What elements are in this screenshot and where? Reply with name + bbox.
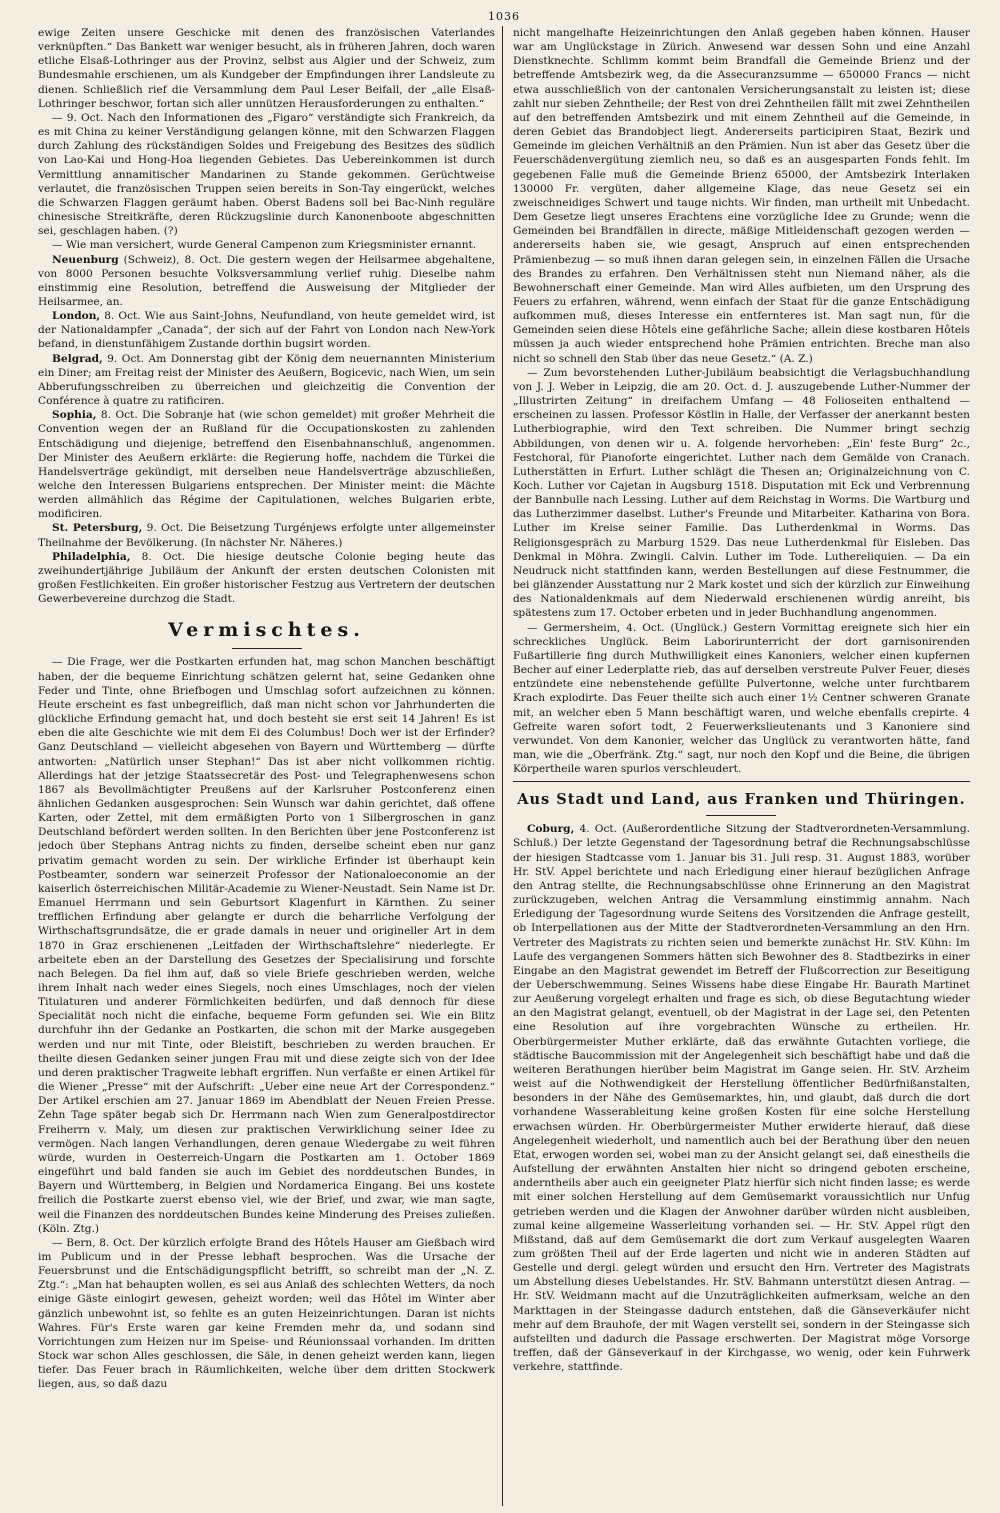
dateline: London,	[52, 310, 101, 323]
page-number: 1036	[488, 10, 520, 23]
paragraph-text: 8. Oct. Die Sobranje hat (wie schon gemeldet) mit großer Mehrheit die Convention wegen der an Rußland für die Occupationskosten zu zahlenden Entschädigung und diejenige, betreffend den Eisenbahnanschluß, angenommen. Der Minister des Aeußern erklärte: die Regierung hoffe, nachdem die Türkei die Handelsverträge gekündigt, mit derselben neue Handelsverträge abzuschließen, welche den Interessen Bulgariens entsprechen. Der Minister meint: die Mächte werden allmählich das Régime der Capitulationen, welches Bulgarien erbte, modificiren.	[38, 409, 495, 521]
paragraph-text: 9. Oct. Die Beisetzung Turgénjews erfolgte unter allgemeinster Theilnahme der Bevölkerung. (In nächster Nr. Näheres.)	[38, 522, 495, 549]
paragraph	[38, 521, 495, 549]
dateline: Sophia,	[52, 409, 97, 422]
dateline: Neuenburg	[52, 253, 119, 266]
dateline: Belgrad,	[52, 352, 103, 365]
paragraph	[38, 352, 495, 409]
paragraph-text: 4. Oct. (Außerordentliche Sitzung der Stadtverordneten-Versammlung. Schluß.) Der letzte Gegenstand der Tagesordnung betraf die Rechnungsabschlüsse der hiesigen Stadtcasse vom 1. Januar bis 31. Juli resp. 31. August 1883, worüber Hr. StV. Appel berichtete und nach Erledigung einer hierauf bezüglichen Anfrage den Antrag stellte, die Rechnungsabschlüsse ohne Erinnerung an den Magistrat zurückzugeben, welchen Antrag die Versammlung einstimmig annahm. Nach Erledigung der Tagesordnung wurde Seitens des Vorsitzenden die Anfrage gestellt, ob Interpellationen aus der Mitte der Stadtverordneten-Versammlung an den Hrn. Vertreter des Magistrats zu richten seien und bemerkte zunächst Hr. StV. Kühn: Im Laufe des vergangenen Sommers hätten sich Bewohner des 8. Stadtbezirks in einer Eingabe an den Magistrat gewendet im Betreff der Flußcorrection zur Beseitigung der Ueberschwemmung. Seines Wissens habe diese Eingabe Hr. Baurath Martinet zur Aeußerung vorgelegt erhalten und frage es sich, ob diese Begutachtung wieder an den Magistrat gelangt, eventuell, ob der Magistrat in der Lage sei, den Petenten eine Resolution auf ihre vorgebrachten Wünsche zu ertheilen. Hr. Oberbürgermeister Muther erklärte, daß das erwähnte Gutachten vorliege, die städtische Baucommission mit der Angelegenheit sich beschäftigt habe und daß die weiteren Berathungen hierüber beim Magistrat im Gange seien. Hr. StV. Arzheim weist auf die Nothwendigkeit der Herstellung öffentlicher Bedürfnißanstalten, besonders in der Nähe des Gemüsemarktes, hin, und glaubt, daß durch die dort vorhandene Wasserableitung keine großen Kosten für eine solche Herstellung erwachsen würden. Hr. Oberbürgermeister Muther erwiderte hierauf, daß diese Angelegenheit wiederholt, und namentlich auch bei der Berathung über den neuen Etat, erwogen worden sei, wobei man zu der Ansicht gelangt sei, daß einestheils die Aufstellung der erwähnten Anstalten hier nicht so dringend geboten erscheine, anderntheils aber auch ein geeigneter Platz hierfür sich nicht finden lasse; es werde mit einer solchen Herstellung auf dem Gemüsemarkt voraussichtlich nur Unfug getrieben werden und die Klagen der Anwohner darüber würden nicht ausbleiben, zumal keine allgemeine Wasserleitung vorhanden sei. — Hr. StV. Appel rügt den Mißstand, daß auf dem Gemüsemarkt die dort zum Verkauf ausgelegten Waaren zum größten Theil auf der Erde lagerten und nicht wie in anderen Städten auf Gestelle und dergl. gelegt würden und ersucht den Hrn. Vertreter des Magistrats um Abstellung dieses Uebelstandes. Hr. StV. Bahmann unterstützt diesen Antrag. — Hr. StV. Weidmann macht auf die Unzuträglichkeiten aufmerksam, welche an den Markttagen in der Steingasse dadurch entstehen, daß die Gänseverkäufer nicht mehr auf dem Brauhofe, der mit Wagen verstellt sei, sondern in der Steingasse sich aufstellten und dadurch die Passage erschwerten. Der Magistrat möge Vorsorge treffen, daß der Gänseverkauf in der Kirchgasse, wo wenig, oder kein Fuhrwerk verkehre, stattfinde.	[512, 823, 970, 1374]
paragraph: — Zum bevorstehenden Luther-Jubiläum beabsichtigt die Verlagsbuchhandlung von J. J. Weber in Leipzig, die am 20. Oct. d. J. auszugebende Luther-Nummer der „Illustrirten Zeitung“ in dreifachem Umfang — 48 Folioseiten enthaltend — erscheinen zu lassen. Professor Köstlin in Halle, der Verfasser der anerkannt besten Lutherbiographie, wird den Text schreiben. Die Nummer bringt sechzig Abbildungen, von denen wir u. A. folgende hervorheben: „Ein' feste Burg“ 2c., Festchoral, für Pianoforte eingerichtet. Luther nach dem Gemälde von Cranach. Lutherstätten in Erfurt. Luther schlägt die Thesen an; Originalzeichnung von C. Koch. Luther vor Cajetan in Augsburg 1518. Disputation mit Eck und Verbrennung der Bannbulle nach Lessing. Luther auf dem Reichstag in Worms. Die Wartburg und das Lutherzimmer daselbst. Luther's Freunde und Mitarbeiter. Katharina von Bora. Luther im Kreise seiner Familie. Das Lutherdenkmal in Worms. Das Religionsgespräch zu Marburg 1529. Das neue Lutherdenkmal für Eisleben. Das Denkmal in Möhra. Zwingli. Calvin. Luther im Tode. Luthereliquien. — Da ein Neudruck nicht stattfinden kann, werden Bestellungen auf diese Festnummer, die bei glänzender Ausstattung nur 2 Mark kostet und sich der kürzlich zur Einweihung des Nationaldenkmals auf dem Niederwald erschienenen würdig anreiht, bis spätestens zum 17. October erbeten und in jeder Buchhandlung angenommen.	[512, 366, 970, 620]
paragraph-text: (Schweiz), 8. Oct. Die gestern wegen der Heilsarmee abgehaltene, von 8000 Personen besuchte Volksversammlung verlief ruhig. Dieselbe nahm einstimmig eine Resolution, betreffend die Ausweisung der Mitglieder der Heilsarmee, an.	[38, 253, 495, 308]
paragraph	[38, 309, 495, 351]
paragraph-text: 8. Oct. Die hiesige deutsche Colonie beging heute das zweihundertjährige Jubiläum der Ankunft der ersten deutschen Colonisten mit großen Festlichkeiten. Ein großer historischer Festzug aus Vertretern der deutschen Gewerbevereine durchzog die Stadt.	[38, 550, 495, 606]
column-divider	[502, 26, 503, 1506]
paragraph-text: 8. Oct. Wie aus Saint-Johns, Neufundland, von heute gemeldet wird, ist der Nationaldampfer „Canada“, der sich auf der Fahrt von London nach New-York befand, in dienstunfähigem Zustande dorthin bugsirt worden.	[38, 310, 495, 351]
paragraph: — Germersheim, 4. Oct. (Unglück.) Gestern Vormittag ereignete sich hier ein schreckliches Unglück. Beim Laborirunterricht der dort garnisonirenden Fußartillerie fing durch Muthwilligkeit eines Kanoniers, welcher einen kupfernen Becher auf einer Lederplatte rieb, das auf derselben verstreute Pulver Feuer, dieses entzündete eine nebenstehende gefüllte Pulvertonne, welche unter furchtbarem Krach explodirte. Das Feuer theilte sich auch einer 1½ Centner schweren Granate mit, an welcher eben 5 Mann beschäftigt waren, und welche ebenfalls crepirte. 4 Gefreite waren sofort todt, 2 Feuerwerkslieutenants und 3 Kanoniere sind verwundet. Von dem Kanonier, welcher das Unglück zu verantworten hätte, fand man, wie die „Oberfränk. Ztg.“ sagt, nur noch den Kopf und die Beine, die übrigen Körpertheile waren spurlos verschleudert.	[512, 621, 970, 776]
paragraph: ewige Zeiten unsere Geschicke mit denen des französischen Vaterlandes verknüpften.“ Das Bankett war weniger besucht, als in früheren Jahren, doch waren etliche Elsaß-Lothringer aus der Provinz, selbst aus Algier und der Schweiz, zum Bundesmahle erschienen, um als Kundgeber der Empfindungen ihrer Landsleute zu dienen. Schließlich rief die Versammlung dem Paul Leser Beifall, der „alle Elsaß-Lothringer beschwor, fortan sich aller unnützen Herausforderungen zu enthalten.“	[38, 27, 495, 110]
section-heading: Aus Stadt und Land, aus Franken und Thüringen.	[517, 791, 966, 809]
paragraph	[38, 253, 495, 310]
paragraph	[38, 550, 495, 607]
section-heading: Vermischtes.	[168, 619, 365, 642]
paragraph-text: 9. Oct. Am Donnerstag gibt der König dem neuernannten Ministerium ein Diner; am Freitag reist der Minister des Aeußern, Bogicevic, nach Wien, um sein Abberufungsschreiben zu überreichen und gleichzeitig die Convention der Conférence à quatre zu ratificiren.	[38, 352, 495, 408]
paragraph	[513, 822, 970, 1374]
dateline: Coburg,	[526, 823, 575, 836]
dateline: St. Petersburg,	[52, 522, 143, 535]
paragraph: nicht mangelhafte Heizeinrichtungen den Anlaß gegeben haben können. Hauser war am Unglückstage in Zürich. Anwesend war dessen Sohn und eine Anzahl Dienstknechte. Schlimm kommt beim Brandfall die Gemeinde Brienz und der betreffende Amtsbezirk weg, da die Assecuranzsumme — 650000 Francs — nicht etwa ausschließlich von der cantonalen Versicherungsanstalt zu leisten ist; diese zahlt nur sieben Zehntheile; der Rest von drei Zehntheilen fällt mit zwei Zehntheilen auf den betreffenden Amtsbezirk und mit einem Zehntheil auf die Gemeinde, in deren Gebiet das Brandobject liegt. Andererseits participiren Staat, Bezirk und Gemeinde im gleichen Verhältniß an den Prämien. Nun ist aber das Gesetz über die Feuerschädenvergütung ziemlich neu, so daß es an ausgesparten Fonds fehlt. Im gegebenen Falle muß die Gemeinde Brienz 65000, der Amtsbezirk Interlaken 130000 Fr. vergüten, daher allgemeine Klage, das neue Gesetz sei ein zweischneidiges Schwert und tauge nichts. Wir finden, man urtheilt mit Unbedacht. Dem Gesetze liegt unseres Erachtens eine vorzügliche Idee zu Grunde; wenn die Gemeinden bei Brandfällen in directe, mäßige Mitleidenschaft gezogen werden — andererseits haben sie, wie gesagt, Anspruch auf einen entsprechenden Prämienbezug — so muß ihnen daran gelegen sein, in einzelnen Fällen die Ursache des Brandes zu erfahren. Den Verhältnissen steht nun Niemand näher, als die Bewohnerschaft einer Gemeinde. Man wird Alles aufbieten, um den Ursprung des Feuers zu erfahren, während, wenn einfach der Staat für die ganze Entschädigung aufkommen muß, dieses Interesse ein entfernteres ist. Man sagt nun, für die Gemeinden seien diese Hôtels eine gefährliche Sache; allein diese kostbaren Hôtels müssen ja auch wieder entsprechend hohe Prämien entrichten. Breche man also nicht so schnell den Stab über das neue Gesetz.“ (A. Z.)	[512, 27, 970, 365]
columns	[38, 26, 970, 1506]
paragraph: — Bern, 8. Oct. Der kürzlich erfolgte Brand des Hôtels Hauser am Gießbach wird im Publicum und in der Presse lebhaft besprochen. Was die Ursache der Feuersbrunst und die Entschädigungspflicht betrifft, so schreibt man der „N. Z. Ztg.“: „Man hat behaupten wollen, es sei aus Anlaß des schlechten Wetters, da noch einige Gäste einlogirt gewesen, geheizt worden; weil das Hôtel im Winter aber gänzlich unbewohnt ist, so fehlte es an guten Heizeinrichtungen. Daran ist nichts Wahres. Für's Erste waren gar keine Fremden mehr da, und sodann sind Vorrichtungen zum Heizen nur im Speise- und Réunionssaal vorhanden. Im dritten Stock war schon Alles geschlossen, die Säle, in denen geheizt werden kann, liegen tiefer. Das Feuer brach in Räumlichkeiten, welche über dem dritten Stockwerk liegen, aus, so daß dazu	[38, 1236, 495, 1391]
left-column	[38, 26, 495, 1506]
paragraph: — Wie man versichert, wurde General Campenon zum Kriegsminister ernannt.	[52, 239, 477, 252]
paragraph: — Die Frage, wer die Postkarten erfunden hat, mag schon Manchen beschäftigt haben, der die bequeme Einrichtung schätzen gelernt hat, seine Gedanken ohne Feder und Tinte, ohne Briefbogen und Umschlag sofort aufzeichnen zu können. Heute erscheint es fast unbegreiflich, daß man nicht schon vor Jahrhunderten die glückliche Erfindung gemacht hat, und doch besteht sie erst seit 14 Jahren! Es ist eben die alte Geschichte wie mit dem Ei des Columbus! Doch wer ist der Erfinder? Ganz Deutschland — vielleicht abgesehen von Bayern und Württemberg — dürfte antworten: „Natürlich unser Stephan!“ Das ist aber nicht vollkommen richtig. Allerdings hat der jetzige Staatssecretär des Post- und Telegraphenwesens schon 1867 als Bevollmächtigter Preußens auf der Karlsruher Postconferenz einen ähnlichen Gedanken ausgesprochen: Sein Wunsch war dahin gerichtet, daß offene Karten, oder Zettel, mit dem ermäßigten Porto von 1 Silbergroschen in ganz Deutschland befördert werden sollten. In den Berichten über jene Postconferenz ist jedoch über Stephans Antrag nichts zu finden, derselbe scheint eben nur ganz privatim gemacht worden zu sein. Der wirkliche Erfinder ist überhaupt kein Postbeamter, sondern war seinerzeit Professor der Nationaloeconomie an der kaiserlich österreichischen Militär-Academie zu Wiener-Neustadt. Sein Name ist Dr. Emanuel Herrmann und sein Geburtsort Klagenfurt in Kärnthen. Zu seiner trefflichen Erfindung aber gelangte er durch die beharrliche Verfolgung der Wirthschaftsgrundsätze, die er grade damals in neuer und origineller Art in dem 1870 in Graz erschienenen „Leitfaden der Wirthschaftslehre“ niederlegte. Er arbeitete eben an der Darstellung des Gesetzes der Specialisirung und forschte nach Belegen. Da fiel ihm auf, daß so viele Briefe geschrieben werden, welche ihrem Inhalt nach weder eines Siegels, noch eines Umschlages, noch der vielen Titulaturen und anderer Förmlichkeiten bedürfen, und daß dennoch für diese Specialität noch nicht die einfache, bequeme Form gefunden sei. Wie ein Blitz durchfuhr ihn der Gedanke an Postkarten, die schon mit der Marke ausgegeben werden und nur mit Tinte, oder Bleistift, beschrieben zu werden brauchen. Er theilte diesen Gedanken seiner jungen Frau mit und diese zeigte sich von der Idee und deren praktischer Tragweite lebhaft ergriffen. Nun verfaßte er einen Artikel für die Wiener „Presse“ mit der Aufschrift: „Ueber eine neue Art der Correspondenz.“ Der Artikel erschien am 27. Januar 1869 im Abendblatt der Neuen Freien Presse. Zehn Tage später begab sich Dr. Herrmann nach Wien zum Generalpostdirector Freiherrn v. Maly, um diesen zur praktischen Verwirklichung seiner Idee zu vermögen. Nach langen Verhandlungen, deren genaue Wiedergabe zu weit führen würde, wurden in Oesterreich-Ungarn die Postkarten am 1. October 1869 eingeführt und bald fanden sie auch im Gebiet des norddeutschen Bundes, in Bayern und Württemberg, in Belgien und Nordamerica Eingang. Bei uns kostete freilich die Postkarte zuerst ebenso viel, wie der Brief, und zwar, wie man sagte, weil die Finanzen des norddeutschen Bundes keine Minderung des Preises zuließen. (Köln. Ztg.)	[38, 656, 495, 1235]
paragraph: — 9. Oct. Nach den Informationen des „Figaro“ verständigte sich Frankreich, da es mit China zu keiner Verständigung gelangen könne, mit den Schwarzen Flaggen durch Zahlung des rückständigen Soldes und Freigebung des Besitzes des südlich von Lao-Kai und Hong-Hoa liegenden Gebietes. Das Uebereinkommen ist durch Vermittlung annamitischer Mandarinen zu Stande gekommen. Gerüchtweise verlautet, die französischen Truppen seien bereits in Son-Tay eingerückt, welches die Schwarzen Flaggen geräumt haben. Oberst Badens soll bei Bac-Ninh reguläre chinesische Streitkräfte, deren Rückzugslinie durch Kanonenboote abgeschnitten sei, geschlagen haben. (?)	[38, 111, 495, 238]
right-column	[513, 26, 970, 1506]
paragraph	[38, 408, 495, 521]
section-divider	[706, 815, 776, 816]
section-divider	[232, 648, 302, 649]
section-divider	[513, 781, 970, 782]
dateline: Philadelphia,	[52, 550, 131, 563]
